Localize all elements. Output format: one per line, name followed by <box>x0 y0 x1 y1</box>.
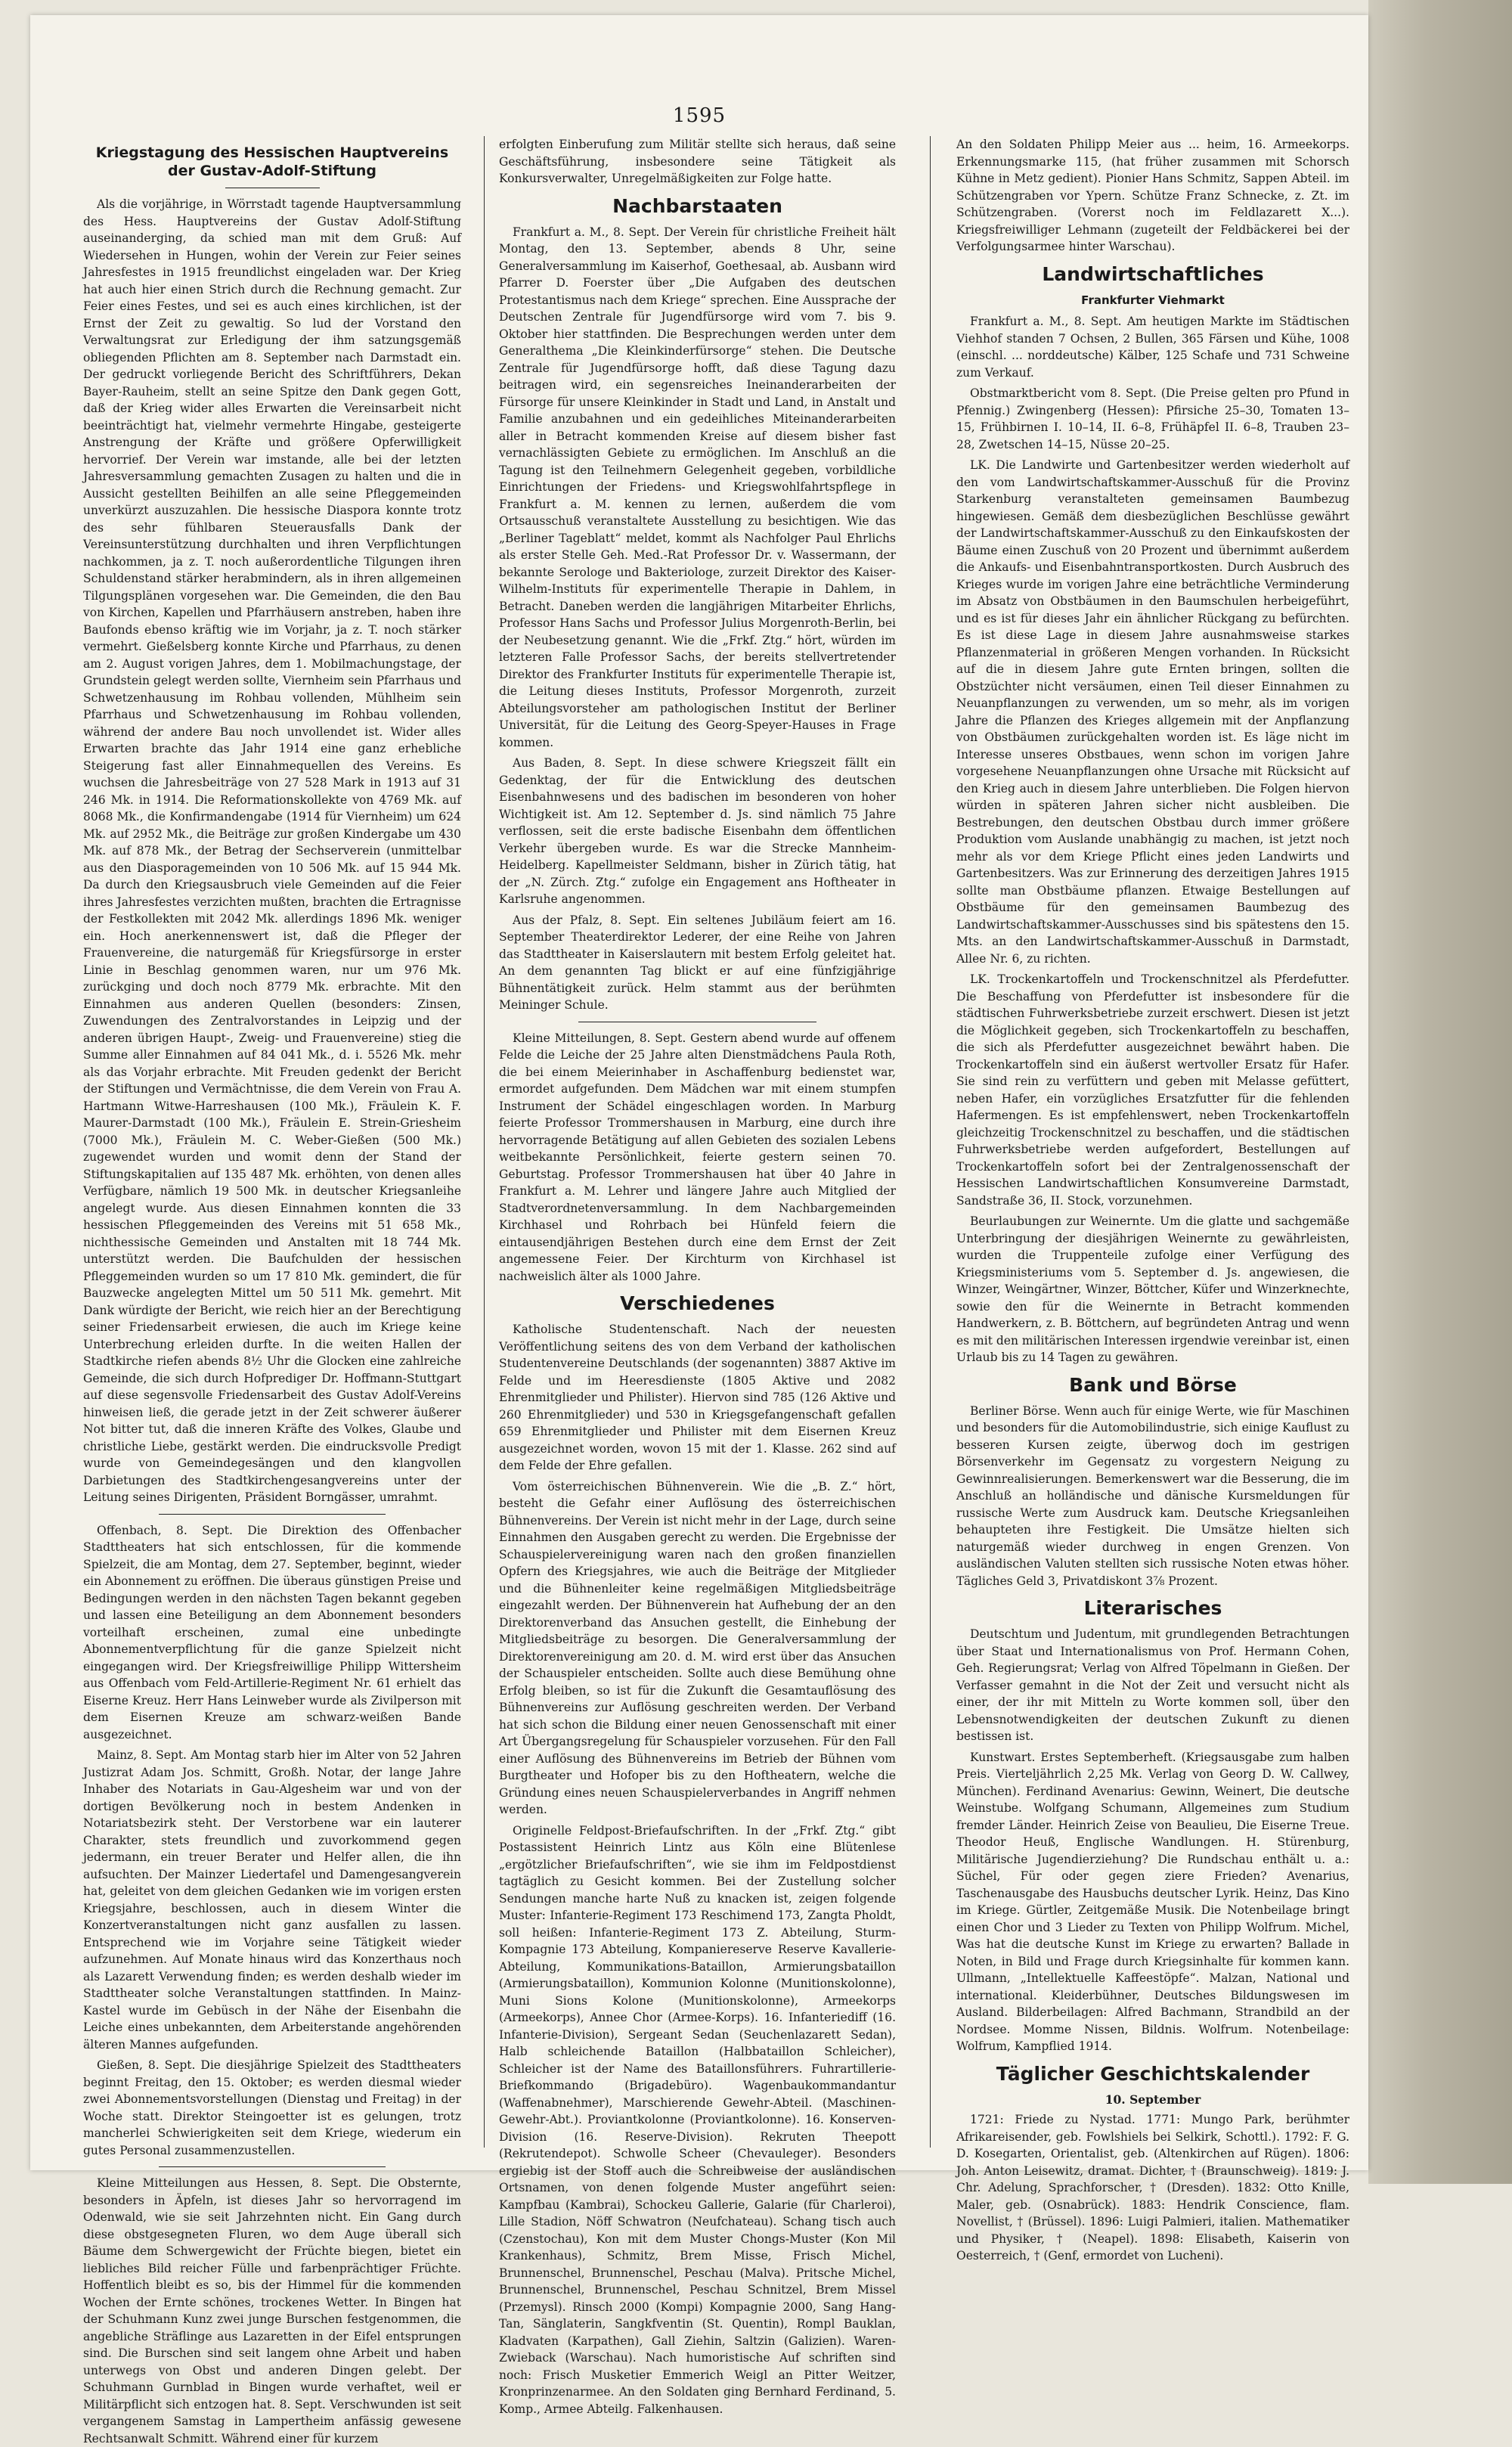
article-paragraph: Kleine Mitteilungen, 8. Sept. Gestern abend wurde auf offenem Felde die Leiche der 25 Jahre alten Dienstmädchens Paula Roth, die bei einem Meierinhaber in Aschaffenburg bedienstet war, ermordet aufgefunden. Dem Mädchen war mit einem stumpfen Instrument der Schädel eingeschlagen worden. In Marburg feierte Professor Trommershausen in Marburg, eine durch ihre hervorragende Betätigung auf allen Gebieten des sozialen Lebens weitbekannte Persönlichkeit, feierte gestern seinen 70. Geburtstag. Professor Trommershausen hat über 40 Jahre in Frankfurt a. M. Lehrer und längere Jahre auch Mitglied der Stadtverordnetenversammlung. In dem Nachbargemeinden Kirchhasel und Rohrbach bei Hünfeld feiern die eintausendjährigen Bestehen durch eine dem Ernst der Zeit angemessene Feier. Der Kirchturm von Kirchhasel ist nachweislich älter als 1000 Jahre. <box>499 1031 896 1283</box>
section-heading: Literarisches <box>1083 1597 1222 1619</box>
article-paragraph: Beurlaubungen zur Weinernte. Um die glatte und sachgemäße Unterbringung der diesjährigen Weinernte zu gewährleisten, wurden die Truppenteile zufolge einer Verfügung des Kriegsministeriums vom 5. September d. Js. angewiesen, die Winzer, Weingärtner, Winzer, Böttcher, Küfer und Winzerknechte, sowie den für die Weinernte in Betracht kommenden Handwerkern, z. B. Böttchern, auf begründeten Antrag und wenn es mit den militärischen Interessen irgendwie vereinbar ist, einen Urlaub bis zu 14 Tagen zu gewähren. <box>956 1214 1349 1364</box>
article-paragraph: Frankfurt a. M., 8. Sept. Der Verein für christliche Freiheit hält Montag, den 13. September, abends 8 Uhr, seine Generalversammlung im Kaiserhof, Goethesaal, ab. Ausbann wird Pfarrer D. Foerster über „Die Aufgaben des deutschen Protestantismus nach dem Kriege“ sprechen. Eine Aussprache der Deutschen Zentrale für Jugendfürsorge wird vom 7. bis 9. Oktober hier stattfinden. Die Besprechungen werden unter dem Generalthema „Die Kleinkinderfürsorge“ stehen. Die Deutsche Zentrale für Jugendfürsorge hofft, daß diese Tagung dazu beitragen wird, ein segensreiches Ineinanderarbeiten der Fürsorge für unsere Kleinkinder in Stadt und Land, in Anstalt und Familie anzubahnen und ein gedeihliches Miteinanderarbeiten aller in Betracht kommenden Kreise auf diesem bisher fast vernachlässigten Gebiete zu ermöglichen. Im Anschluß an die Tagung ist den Teilnehmern Gelegenheit gegeben, vorbildliche Einrichtungen der Friedens- und Kriegswohlfahrtspflege in Frankfurt a. M. kennen zu lernen, außerdem die vom Ortsausschuß veranstaltete Ausstellung zu besichtigen. Wie das „Berliner Tageblatt“ meldet, kommt als Nachfolger Paul Ehrlichs als erster Stelle Geh. Med.-Rat Professor Dr. v. Wassermann, der bekannte Serologe und Bakteriologe, zurzeit Direktor des Kaiser-Wilhelm-Instituts für experimentelle Therapie in Dahlem, in Betracht. Daneben werden die langjährigen Mitarbeiter Ehrlichs, Professor Hans Sachs und Professor Julius Morgenroth-Berlin, bei der Neubesetzung genannt. Wie die „Frkf. Ztg.“ hört, würden im letzteren Falle Professor Sachs, der bereits stellvertretender Direktor des Frankfurter Instituts für experimentelle Therapie ist, die Leitung dieses Instituts, Professor Morgenroth, zurzeit Abteilungsvorsteher am pathologischen Institut der Berliner Universität, für die Leitung des Georg-Speyer-Hauses in Frage kommen. <box>499 225 896 749</box>
article-paragraph: erfolgten Einberufung zum Militär stellte sich heraus, daß seine Geschäftsführung, insbesondere seine Tätigkeit als Konkursverwalter, Unregelmäßigkeiten zur Folge hatte. <box>499 138 896 185</box>
article-paragraph: Vom österreichischen Bühnenverein. Wie die „B. Z.“ hört, besteht die Gefahr einer Auflösung des österreichischen Bühnenvereins. Der Verein ist nicht mehr in der Lage, durch seine Einnahmen den Ausgaben gerecht zu werden. Die Ergebnisse der Schauspielervereinigung waren nach den großen finanziellen Opfern des Kriegsjahres, wie auch die Beiträge der Mitglieder und die Bühnenleiter keine regelmäßigen Mitgliedsbeiträge eingezahlt werden. Der Bühnenverein hat Aufhebung der an den Direktorenverband das Ansuchen gestellt, die Einhebung der Mitgliedsbeiträge zu besorgen. Die Generalversammlung der Direktorenvereinigung am 20. d. M. wird erst über das Ansuchen der Schauspieler entscheiden. Sollte auch diese Bemühung ohne Erfolg bleiben, so ist für die Zukunft die Gesamtauflösung des Bühnenvereins zur Auflösung geschreiten werden. Der Verband hat sich schon die Bildung einer neuen Genossenschaft mit einer Art Übergangsregelung für Schauspieler vorzusehen. Für den Fall einer Auflösung des Bühnenvereins im Betrieb der Bühnen vom Burgtheater und Hofoper bis zu den Hoftheatern, welche die Gründung eines neuen Schauspielerverbandes in Angriff nehmen werden. <box>499 1479 896 1816</box>
section-heading: Nachbarstaaten <box>612 194 782 217</box>
column-right <box>956 136 1349 2262</box>
article-paragraph: LK. Die Landwirte und Gartenbesitzer werden wiederholt auf den vom Landwirtschaftskammer-Ausschuß für die Provinz Starkenburg veranstalteten gemeinsamen Baumbezug hingewiesen. Gemäß dem diesbezüglichen Beschlüsse gewährt der Landwirtschaftskammer-Ausschuß zu den Einkaufskosten der Bäume einen Zuschuß von 20 Prozent und übernimmt außerdem die Ankaufs- und Eisenbahntransportkosten. Durch Ausbruch des Krieges wurde im vorigen Jahre eine beträchtliche Verminderung im Absatz von Obstbäumen in den Baumschulen herbeigeführt, und es ist für dieses Jahr ein ähnlicher Rückgang zu befürchten. Es ist diese Lage in diesem Jahre ausnahmsweise starkes Pflanzenmaterial in größeren Mengen vorhanden. In Rücksicht auf die in diesem Jahre gute Ernten bringen, sollten die Obstzüchter nicht versäumen, einen Teil dieser Einnahmen zu Neuanpflanzungen zu verwenden, um so mehr, als im vorigen Jahre die Pflanzen des Krieges allgemein mit der Anpflanzung von Obstbäumen zurückgehalten worden ist. Es läge nicht im Interesse unseres Obstbaues, wenn schon im vorigen Jahre vorgesehene Neuanpflanzungen ohne Ursache mit Rücksicht auf den Krieg auch in diesem Jahre unterblieben. Die Folgen hiervon würden in späteren Jahren sicher nicht ausbleiben. Die Bestrebungen, den deutschen Obstbau durch immer größere Produktion vom Auslande unabhängig zu machen, ist jetzt noch mehr als vor dem Kriege Pflicht eines jeden Landwirts und Gartenbesitzers. Was zur Erinnerung des derzeitigen Jahres 1915 sollte man Obstbäume pflanzen. Etwaige Bestellungen auf Obstbäume für den gemeinsamen Baumbezug des Landwirtschaftskammer-Ausschusses sind bis spätestens den 15. Mts. an den Landwirtschaftskammer-Ausschuß in Darmstadt, Allee Nr. 6, zu richten. <box>956 458 1349 966</box>
article-paragraph: Berliner Börse. Wenn auch für einige Werte, wie für Maschinen und besonders für die Automobilindustrie, sich einige Kauflust zu besseren Kursen zeigte, überwog doch im gestrigen Börsenverkehr im Gegensatz zu vorgestern Neigung zu Gewinnrealisierungen. Bemerkenswert war die Besserung, die im Anschluß an holländische und dänische Kursmeldungen für russische Werte zum Ausdruck kam. Deutsche Kriegsanleihen behaupteten ihre Festigkeit. Die Umsätze hielten sich naturgemäß wieder durchweg in engen Grenzen. Von ausländischen Valuten stellten sich russische Noten etwas höher. Tägliches Geld 3, Privatdiskont 3⅞ Prozent. <box>956 1403 1349 1588</box>
article-heading: Kriegstagung des Hessischen Hauptvereins der Gustav-Adolf-Stiftung <box>95 144 449 179</box>
column-left <box>83 136 461 2445</box>
article-paragraph: Offenbach, 8. Sept. Die Direktion des Offenbacher Stadttheaters hat sich entschlossen, für die kommende Spielzeit, die am Montag, dem 27. September, beginnt, wieder ein Abonnement zu eröffnen. Die überaus günstigen Preise und Bedingungen werden in den nächsten Tagen bekannt gegeben und lassen eine Beteiligung an dem Abonnement besonders vorteilhaft erscheinen, zumal eine unbedingte Abonnementverpflichtung für die ganze Spielzeit nicht eingegangen wird. Der Kriegsfreiwillige Philipp Wittersheim aus Offenbach vom Feld-Artillerie-Regiment Nr. 61 erhielt das Eiserne Kreuz. Herr Hans Leinweber wurde als Zivilperson mit dem Eisernen Kreuze am schwarz-weißen Bande ausgezeichnet. <box>83 1523 461 1741</box>
column-divider <box>484 136 485 2148</box>
article-paragraph: LK. Trockenkartoffeln und Trockenschnitzel als Pferdefutter. Die Beschaffung von Pferdefutter ist insbesondere für die städtischen Fuhrwerksbetriebe zurzeit erschwert. Diesen ist jetzt die Möglichkeit gegeben, sich Trockenkartoffeln zu beschaffen, die sich als Pferdefutter ausgezeichnet bewährt haben. Die Trockenkartoffeln sind ein äußerst wertvoller Ersatz für Hafer. Sie sind rein zu verfüttern und geben mit Melasse gefüttert, neben Hafer, ein vorzügliches Ersatzfutter für die fehlenden Hafermengen. Es ist empfehlenswert, neben Trockenkartoffeln gleichzeitig Trockenschnitzel zu beschaffen, und die städtischen Fuhrwerksbetriebe werden aufgefordert, Bestellungen auf Trockenkartoffeln sofort bei der Zentralgenossenschaft der Hessischen Landwirtschaftlichen Konsumvereine Darmstadt, Sandstraße 36, II. Stock, vorzunehmen. <box>956 972 1349 1208</box>
section-heading: Bank und Börse <box>1069 1373 1237 1396</box>
article-paragraph: 1721: Friede zu Nystad. 1771: Mungo Park, berühmter Afrikareisender, geb. Fowlshiels bei Selkirk, Schottl.). 1792: F. G. D. Kosegarten, Orientalist, geb. (Altenkirchen auf Rügen). 1806: Joh. Anton Leisewitz, dramat. Dichter, † (Braunschweig). 1819: J. Chr. Adelung, Sprachforscher, † (Dresden). 1832: Otto Knille, Maler, geb. (Osnabrück). 1883: Hendrik Conscience, flam. Novellist, † (Brüssel). 1896: Luigi Palmieri, italien. Mathematiker und Physiker, † (Neapel). 1898: Elisabeth, Kaiserin von Oesterreich, † (Genf, ermordet von Lucheni). <box>956 2113 1349 2262</box>
article-paragraph: Katholische Studentenschaft. Nach der neuesten Veröffentlichung seitens des von dem Verband der katholischen Studentenvereine Deutschlands (der sogenannten) 3887 Aktive im Felde und im Heeresdienste (1805 Aktive und 2082 Ehrenmitglieder und Philister). Hiervon sind 785 (126 Aktive und 260 Ehrenmitglieder) und 530 in Kriegsgefangenschaft gefallen 659 Ehrenmitglieder und Philister mit dem Eisernen Kreuz ausgezeichnet worden, wovon 15 mit der 1. Klasse. 262 sind auf dem Felde der Ehre gefallen. <box>499 1323 896 1472</box>
article-paragraph: Obstmarktbericht vom 8. Sept. (Die Preise gelten pro Pfund in Pfennig.) Zwingenberg (Hessen): Pfirsiche 25–30, Tomaten 13–15, Frühbirnen I. 10–14, II. 6–8, Frühäpfel II. 6–8, Trauben 23–28, Zwetschen 14–15, Nüsse 20–25. <box>956 386 1349 451</box>
column-divider <box>930 136 931 2148</box>
article-paragraph: Aus der Pfalz, 8. Sept. Ein seltenes Jubiläum feiert am 16. September Theaterdirektor Lederer, der eine Reihe von Jahren das Stadttheater in Kaiserslautern mit bestem Erfolg geleitet hat. An dem genannten Tag blickt er auf eine fünfzigjährige Bühnentätigkeit zurück. Helm stammt aus der berühmten Meininger Schule. <box>499 913 896 1012</box>
article-paragraph: Mainz, 8. Sept. Am Montag starb hier im Alter von 52 Jahren Justizrat Adam Jos. Schmitt, Großh. Notar, der lange Jahre Inhaber des Notariats in Gau-Algesheim war und von der dortigen Bevölkerung noch in bestem Andenken in Notariatsbezirk steht. Der Verstorbene war ein lauterer Charakter, stets freundlich und zuvorkommend gegen jedermann, ein treuer Berater und Helfer allen, die ihn aufsuchten. Der Mainzer Liedertafel und Damengesangverein hat, geleitet von dem gleichen Gedanken wie im vorigen ersten Kriegsjahre, beschlossen, auch in diesem Winter die Konzertveranstaltungen nicht ganz ausfallen zu lassen. Entsprechend wie im Vorjahre seine Tätigkeit wieder aufzunehmen. Auf Monate hinaus wird das Konzerthaus noch als Lazarett Verwendung finden; es werden deshalb wieder im Stadttheater solche Veranstaltungen stattfinden. In Mainz-Kastel wurde im Gebüsch in der Nähe der Eisenbahn die Leiche eines unbekannten, dem Arbeiterstande angehörenden älteren Mannes aufgefunden. <box>83 1748 461 2052</box>
section-heading: Täglicher Geschichtskalender <box>996 2062 1310 2085</box>
separator <box>159 2166 386 2167</box>
separator <box>159 1514 386 1515</box>
section-heading: Landwirtschaftliches <box>1042 262 1264 285</box>
book-binding-edge <box>1368 0 1512 2184</box>
section-heading: Verschiedenes <box>620 1292 775 1314</box>
article-paragraph: Aus Baden, 8. Sept. In diese schwere Kriegszeit fällt ein Gedenktag, der für die Entwicklung des deutschen Eisenbahnwesens und des badischen im besonderen von hoher Wichtigkeit ist. Am 12. September d. Js. sind nämlich 75 Jahre verflossen, seit die erste badische Eisenbahn dem öffentlichen Verkehr übergeben wurde. Es war die Strecke Mannheim-Heidelberg. Kapellmeister Seldmann, bisher in Zürich tätig, hat der „N. Zürch. Ztg.“ zufolge ein Engagement ans Hoftheater in Karlsruhe angenommen. <box>499 756 896 906</box>
calendar-date: 10. September <box>1105 2092 1201 2107</box>
newspaper-page <box>30 15 1368 2445</box>
page-number: 1595 <box>672 104 727 127</box>
article-paragraph: An den Soldaten Philipp Meier aus ... heim, 16. Armeekorps. Erkennungsmarke 115, (hat früher zusammen mit Schorsch Kühne in Metz gedient). Pionier Hans Schmitz, Sappen Abteil. im Schützengraben vor Ypern. Schütze Franz Schnecke, z. Zt. im Schützengraben. (Vorerst noch im Feldlazarett X...). Kriegsfreiwilliger Lehmann (zugeteilt der Feldbäckerei bei der Verfolgungsarmee hinter Warschau). <box>956 138 1349 253</box>
subsection-heading: Frankfurter Viehmarkt <box>1081 293 1225 307</box>
article-paragraph: Frankfurt a. M., 8. Sept. Am heutigen Markte im Städtischen Viehhof standen 7 Ochsen, 2 Bullen, 365 Färsen und Kühe, 1008 (einschl. ... norddeutsche) Kälber, 125 Schafe und 731 Schweine zum Verkauf. <box>956 315 1349 380</box>
article-paragraph: Gießen, 8. Sept. Die diesjährige Spielzeit des Stadttheaters beginnt Freitag, den 15. Oktober; es werden diesmal wieder zwei Abonnementsvorstellungen (Dienstag und Freitag) in der Woche statt. Direktor Steingoetter ist es gelungen, trotz mancherlei Schwierigkeiten seit dem Kriege, wiederum ein gutes Personal zusammenzustellen. <box>83 2058 461 2157</box>
article-paragraph: Als die vorjährige, in Wörrstadt tagende Hauptversammlung des Hess. Hauptvereins der Gustav Adolf-Stiftung auseinanderging, da schied man mit dem Gruß: Auf Wiedersehen in Hungen, wohin der Verein zur Feier seines Jahresfestes in 1915 freundlichst eingeladen war. Der Krieg hat auch hier einen Strich durch die Rechnung gemacht. Zur Feier eines Festes, und sei es auch eines kirchlichen, ist der Ernst der Zeit zu gewaltig. So lud der Vorstand den Verwaltungsrat zur Erledigung der ihm satzungsgemäß obliegenden Pflichten am 8. September nach Darmstadt ein. Der gedruckt vorliegende Bericht des Schriftführers, Dekan Bayer-Rauheim, stellt an seine Spitze den Dank gegen Gott, daß der Krieg wider alles Erwarten die Vereinsarbeit nicht beeinträchtigt hat, vielmehr vermehrte Hingabe, gesteigerte Anstrengung der Kräfte und größere Opferwilligkeit hervorrief. Der Verein war imstande, alle bei der letzten Jahresversammlung gemachten Zusagen zu halten und die in Aussicht gestellten Beihilfen an alle seine Pfleggemeinden unverkürzt auszuzahlen. Die hessische Diaspora konnte trotz des sehr fühlbaren Steuerausfalls Dank der Vereinsunterstützung durchhalten und ihren Verpflichtungen nachkommen, ja z. T. noch außerordentliche Tilgungen ihren Schuldenstand stärker herabmindern, als in ihren allgemeinen Tilgungsplänen vorgesehen war. Die Gemeinden, die den Bau von Kirchen, Kapellen und Pfarrhäusern anstreben, haben ihre Baufonds ebenso kräftig wie im Vorjahr, ja z. T. noch stärker vermehrt. Gießelsberg konnte Kirche und Pfarrhaus, zu denen am 2. August vorigen Jahres, dem 1. Mobilmachungstage, der Grundstein gelegt werden sollte, Viernheim sein Pfarrhaus und Schwetzenhausung im Rohbau vollenden, Mühlheim sein Pfarrhaus und Schwetzenhausung im Rohbau vollenden, während der andere Bau noch unvollendet ist. Wider alles Erwarten brachte das Jahr 1914 eine ganz erhebliche Steigerung fast aller Einnahmequellen des Vereins. Es wuchsen die Jahresbeiträge von 27 528 Mark in 1913 auf 31 246 Mk. in 1914. Die Reformationskollekte von 4769 Mk. auf 8068 Mk., die Konfirmandengabe (1914 für Viernheim) um 624 Mk. auf 2952 Mk., die Beiträge zur großen Kindergabe um 430 Mk. auf 878 Mk., der Betrag der Sechserverein (unmittelbar aus den Diasporagemeinden von 10 506 Mk. auf 15 944 Mk. Da durch den Kriegsausbruch viele Gemeinden auf die Feier ihres Jahresfestes verzichten mußten, brachten die Ertragnisse der Festkollekten mit 2042 Mk. allerdings 1896 Mk. weniger ein. Hoch anerkennenswert ist, daß die Pfleger der Frauenvereine, die naturgemäß für Kriegsfürsorge in erster Linie in Beschlag genommen waren, nur um 976 Mk. zurückging und doch noch 8779 Mk. erbrachte. Mit den Einnahmen aus anderen Quellen (besonders: Zinsen, Zuwendungen des Zentralvorstandes in Leipzig und der anderen übrigen Haupt-, Zweig- und Frauenvereine) stieg die Summe aller Einnahmen auf 84 041 Mk., d. i. 5526 Mk. mehr als das Vorjahr erbrachte. Mit Freuden gedenkt der Bericht der Stiftungen und Vermächtnisse, die dem Verein von Frau A. Hartmann Witwe-Harreshausen (100 Mk.), Fräulein K. F. Maurer-Darmstadt (100 Mk.), Fräulein E. Strein-Griesheim (7000 Mk.), Fräulein M. C. Weber-Gießen (500 Mk.) zugewendet wurden und womit denn der Stand der Stiftungskapitalien auf 135 487 Mk. erhöhten, von denen alles Verfügbare, nämlich 19 500 Mk. in deutscher Kriegsanleihe angelegt wurde. Aus diesen Einnahmen konnten die 33 hessischen Pfleggemeinden des Vereins mit 51 658 Mk., nichthessische Gemeinden und Anstalten mit 18 744 Mk. unterstützt werden. Die Baufchulden der hessischen Pfleggemeinden wurden so um 17 810 Mk. gemindert, die für Bauzwecke angelegten Mittel um 50 511 Mk. gemehrt. Mit Dank würdigte der Bericht, wie reich hier an der Berechtigung seiner Friedensarbeit erwiesen, die auch im Kriege keine Unterbrechung erleiden durfte. In die weiten Hallen der Stadtkirche riefen abends 8½ Uhr die Glocken eine zahlreiche Gemeinde, die sich durch Hofprediger Dr. Hoffmann-Stuttgart auf diese segensvolle Friedensarbeit des Gustav Adolf-Vereins hinweisen ließ, die gerade jetzt in der Zeit schwerer äußerer Not bitter tut, daß die inneren Kräfte des Volkes, Glaube und christliche Liebe, gestärkt werden. Die eindrucksvolle Predigt wurde von Gemeindegesängen und den klangvollen Darbietungen des Stadtkirchengesangvereins unter der Leitung seines Dirigenten, Präsident Borngässer, umrahmt. <box>83 197 461 1504</box>
article-paragraph: Deutschtum und Judentum, mit grundlegenden Betrachtungen über Staat und Internationalismus von Prof. Hermann Cohen, Geh. Regierungsrat; Verlag von Alfred Töpelmann in Gießen. Der Verfasser gemahnt in die Not der Zeit und versucht nicht als einer, der ihr mit Mitteln zu Worte kommen soll, über den Lebensnotwendigkeiten der deutschen Zukunft zu dienen bestissen ist. <box>956 1627 1349 1743</box>
article-paragraph: Originelle Feldpost-Briefaufschriften. In der „Frkf. Ztg.“ gibt Postassistent Heinrich Lintz aus Köln eine Blütenlese „ergötzlicher Briefaufschriften“, wie sie ihm im Feldpostdienst tagtäglich zu Gesicht kommen. Bei der Zustellung solcher Sendungen manche harte Nuß zu knacken ist, zeigen folgende Muster: Infanterie-Regiment 173 Reschimend 173, Zangta Pholdt, soll heißen: Infanterie-Regiment 173 Z. Abteilung, Sturm-Kompagnie 173 Abteilung, Kompaniereserve Reserve Kavallerie-Abteilung, Kommunikations-Bataillon, Armierungsbataillon (Armierungsbataillon), Kommunion Kolonne (Munitionskolonne), Muni Sions Kolone (Munitionskolonne), Armeekorps (Armeekorps), Annee Chor (Armee-Korps). 16. Infanteriediff (16. Infanterie-Division), Sergeant Sedan (Seuchenlazarett Sedan), Halb schleichende Bataillon (Halbbataillon Schleicher), Schleicher ist der Name des Bataillonsführers. Fuhrartillerie-Briefkommando (Brigadebüro). Wagenbaukommandantur (Waffenabnehmer), Marschierende Gewehr-Abteil. (Maschinen-Gewehr-Abt.). Proviantkolonne (Proviantkolonne). 16. Konserven-Division (16. Reserve-Division). Rekruten Theepott (Rekrutendepot). Schwolle Scheer (Chevauleger). Besonders ergiebig ist der Stoff auch die Schreibweise der ausländischen Ortsnamen, von denen folgende Muster angeführt seien: Kampfbau (Kambrai), Schockeu Gallerie, Galarie (für Charleroi), Lille Stadion, Nöff Schwatron (Neufchateau). Schang tisch auch (Czenstochau), Kon mit dem Muster Chongs-Muster (Kon Mil Krankenhaus), Schmitz, Brem Misse, Frisch Michel, Brunnenschel, Brunnenschel, Peschau (Malva). Pritsche Michel, Brunnenschel, Brunnenschel, Peschau Schnitzel, Brem Missel (Przemysl). Rinsch 2000 (Kompi) Kompagnie 2000, Sang Hang-Tan, Sänglaterin, Sangkfventin (St. Quentin), Rompl Bauklan, Kladvaten (Karpathen), Gall Ziehin, Saltzin (Galizien). Waren-Zwieback (Warschau). Nach humoristische Auf schriften sind noch: Frisch Musketier Emmerich Weigl an Pitter Weitzer, Kronprinzenarmee. An den Soldaten ging Bernhard Ferdinand, 5. Komp., Armee Abteilg. Falkenhausen. <box>499 1823 896 2416</box>
article-paragraph: Kunstwart. Erstes Septemberheft. (Kriegsausgabe zum halben Preis. Vierteljährlich 2,25 Mk. Verlag von Georg D. W. Callwey, München). Ferdinand Avenarius: Gewinn, Weinert, Die deutsche Weinstube. Wolfgang Schumann, Allgemeines zum Studium fremder Länder. Heinrich Zeise von Beaulieu, Die Eiserne Treue. Theodor Heuß, Englische Wandlungen. H. Stürenburg, Militärische Jugendierziehung? Die Rundschau enthält u. a.: Süchel, Für oder gegen ziere Frieden? Avenarius, Taschenausgabe des Hausbuchs deutscher Lyrik. Heinz, Das Kino im Kriege. Gürtler, Zeitgemäße Musik. Die Notenbeilage bringt einen Chor und 3 Lieder zu Texten von Philipp Wolfrum. Michel, Was hat die deutsche Kunst im Kriege zu erwarten? Ballade in Noten, in Bild und Frage durch Kriegsinhalte für kommen kann. Ullmann, „Intellektuelle Kaffeestöpfe“. Malzan, National und international. Kleiderbühner, Deutsches Bildungswesen im Ausland. Bilderbeilagen: Alfred Bachmann, Strandbild an der Nordsee. Momme Nissen, Bildnis. Wolfrum. Notenbeilage: Wolfrum, Kampflied 1914. <box>956 1750 1349 2053</box>
column-middle <box>499 136 896 2416</box>
article-paragraph: Kleine Mitteilungen aus Hessen, 8. Sept. Die Obsternte, besonders in Äpfeln, ist dieses Jahr so hervorragend im Odenwald, wie sie seit Jahrzehnten nicht. Ein Gang durch diese obstgesegneten Fluren, wo dem Auge überall sich Bäume dem Schwergewicht der Früchte biegen, bietet ein liebliches Bild reicher Fülle und farbenprächtiger Früchte. Hoffentlich bleibt es so, bis der Himmel für die kommenden Wochen der Ernte schönes, trockenes Wetter. In Bingen hat der Schuhmann Kunz zwei junge Burschen festgenommen, die angebliche Sträflinge aus Lazaretten in der Eifel entsprungen sind. Die Burschen sind seit langem ohne Arbeit und haben unterwegs von Obst und anderen Dingen gelebt. Der Schuhmann Gurnblad in Bingen wurde verhaftet, weil er Militärpflicht sich entzogen hat. 8. Sept. Verschwunden ist seit vergangenem Samstag in Lampertheim anfässig gewesene Rechtsanwalt Schmitt. Während einer für kurzem <box>83 2176 461 2445</box>
